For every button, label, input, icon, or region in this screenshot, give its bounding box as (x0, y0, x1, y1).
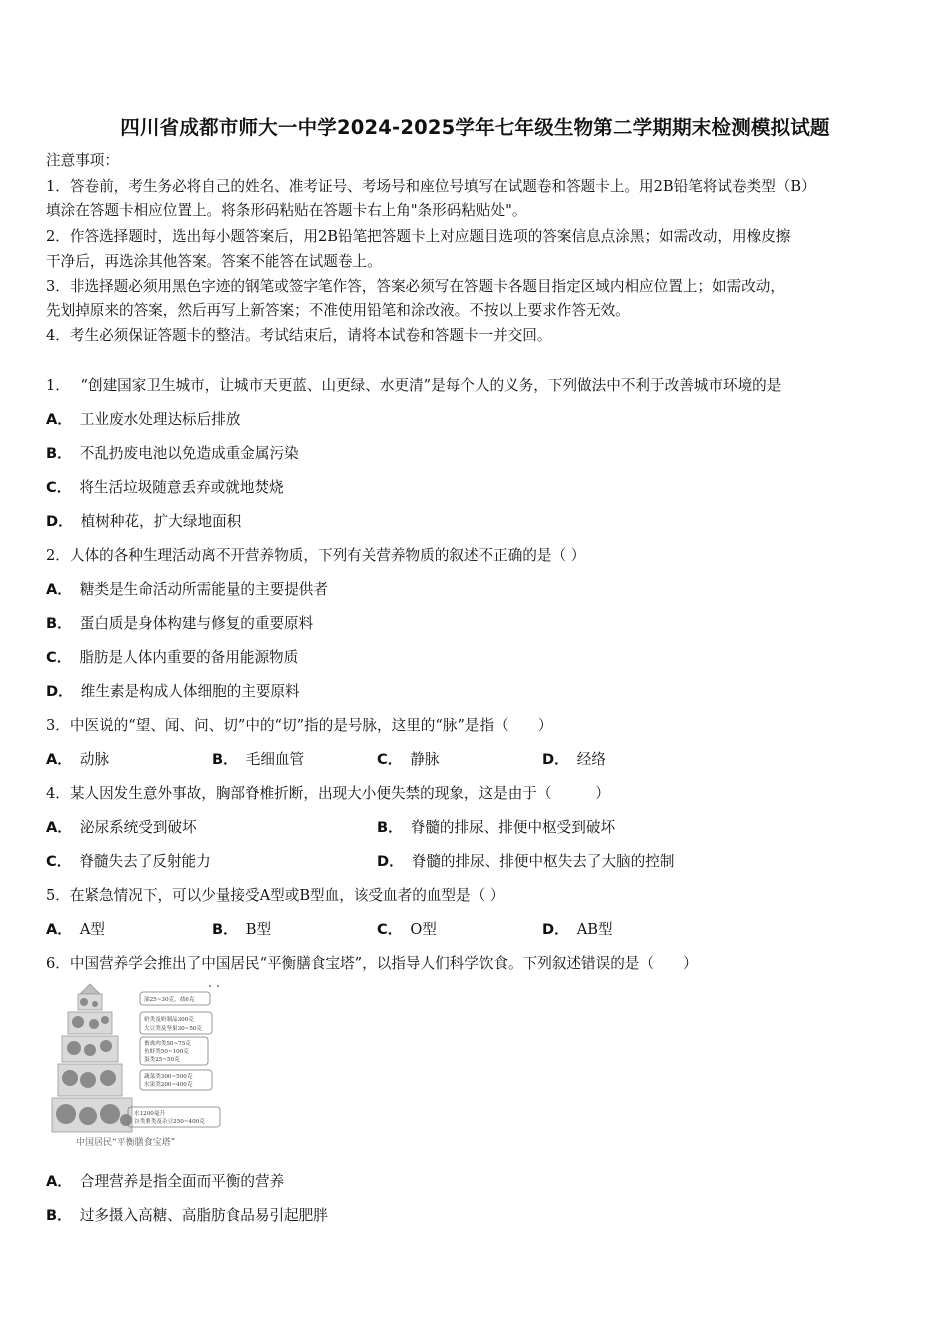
option-text: 合理营养是指全面而平衡的营养 (79, 1173, 285, 1190)
option-a (46, 580, 328, 600)
question-number: 4． (46, 785, 70, 802)
option-text: 植树种花，扩大绿地面积 (80, 513, 242, 530)
pyramid-level-3-text: 鱼虾类50~100克 (144, 1049, 189, 1055)
question-stem (46, 886, 504, 906)
option-text: O型 (410, 921, 437, 938)
question-text: 中国营养学会推出了中国居民“平衡膳食宝塔”，以指导人们科学饮食。下列叙述错误的是（ ） (69, 955, 698, 972)
option-text: 蛋白质是身体构建与修复的重要原料 (79, 615, 314, 632)
question-number: 6． (46, 955, 70, 972)
option-text: 过多摄入高糖、高脂肪食品易引起肥胖 (79, 1207, 328, 1224)
pyramid-level-5-text: 谷类薯类及杂豆250~400克 (134, 1119, 205, 1125)
option-text: 泌尿系统受到破坏 (79, 819, 197, 836)
option-b (212, 750, 304, 770)
option-b (377, 818, 615, 838)
option-text: 糖类是生命活动所需能量的主要提供者 (79, 581, 328, 598)
option-c (377, 920, 437, 940)
option-text: 毛细血管 (245, 751, 305, 768)
option-text: 工业废水处理达标后排放 (79, 411, 241, 428)
pyramid-level-1-text: 油25~30克，盐6克 (144, 997, 195, 1003)
notice-line: 1．答卷前，考生务必将自己的姓名、准考证号、考场号和座位号填写在试题卷和答题卡上。用2B铅笔将试卷类型（B） (46, 178, 816, 195)
notice-line: 3．非选择题必须用黑色字迹的钢笔或签字笔作答，答案必须写在答题卡各题目指定区域内相应位置上；如需改动， (46, 278, 785, 295)
question-number: 1． (46, 377, 70, 394)
notice-line: 干净后，再选涂其他答案。答案不能答在试题卷上。 (46, 253, 382, 270)
option-label: A． (46, 411, 72, 428)
option-c (46, 852, 211, 872)
option-text: B型 (245, 921, 272, 938)
notice-heading: 注意事项： (46, 152, 119, 169)
question-number: 2． (46, 547, 70, 564)
option-label: B． (377, 819, 403, 836)
option-label: B． (46, 1207, 72, 1224)
option-c (377, 750, 440, 770)
option-label: A． (46, 751, 72, 768)
option-b (212, 920, 271, 940)
option-label: D． (542, 921, 569, 938)
page-title: 四川省成都市师大一中学2024-2025学年七年级生物第二学期期末检测模拟试题 (120, 116, 830, 139)
option-label: D． (46, 513, 73, 530)
question-stem (46, 716, 552, 736)
option-label: B． (212, 921, 238, 938)
question-text: 人体的各种生理活动离不开营养物质，下列有关营养物质的叙述不正确的是（ ） (69, 547, 586, 564)
option-d (542, 750, 606, 770)
option-d (377, 852, 674, 872)
option-b (46, 444, 299, 464)
option-text: 经络 (576, 751, 606, 768)
question-text: 某人因发生意外事故，胸部脊椎折断，出现大小便失禁的现象，这是由于（ ） (69, 785, 610, 802)
option-c (46, 648, 298, 668)
question-stem (46, 954, 698, 974)
question-stem (46, 784, 610, 804)
option-d (46, 682, 300, 702)
option-b (46, 1206, 328, 1226)
option-text: 脊髓失去了反射能力 (79, 853, 211, 870)
pyramid-level-3-text: 畜禽肉类50~75克 (144, 1041, 191, 1047)
option-label: B． (212, 751, 238, 768)
option-text: 不乱扔废电池以免造成重金属污染 (79, 445, 299, 462)
option-a (46, 750, 109, 770)
notice-line: 2．作答选择题时，选出每小题答案后，用2B铅笔把答题卡上对应题目选项的答案信息点涂黑；如需改动，用橡皮擦 (46, 228, 791, 245)
option-label: D． (377, 853, 404, 870)
option-label: B． (46, 445, 72, 462)
option-d (46, 512, 241, 532)
option-b (46, 614, 313, 634)
food-pyramid-figure (50, 982, 230, 1152)
pyramid-level-4-text: 蔬菜类300~500克 (144, 1074, 193, 1080)
question-stem (46, 546, 585, 566)
option-text: 维生素是构成人体细胞的主要原料 (80, 683, 300, 700)
option-text: 脊髓的排尿、排便中枢受到破坏 (410, 819, 616, 836)
pyramid-level-2-text: 大豆类及坚果30~50克 (144, 1026, 203, 1032)
option-label: C． (377, 921, 403, 938)
pyramid-level-2-text: 奶类及奶制品300克 (144, 1017, 194, 1023)
option-text: AB型 (576, 921, 613, 938)
option-label: C． (46, 479, 72, 496)
option-text: 脂肪是人体内重要的备用能源物质 (79, 649, 299, 666)
option-a (46, 1172, 284, 1192)
option-a (46, 920, 105, 940)
option-d (542, 920, 613, 940)
pyramid-level-3-text: 蛋类25~50克 (144, 1057, 180, 1063)
notice-line: 先划掉原来的答案，然后再写上新答案；不准使用铅笔和涂改液。不按以上要求作答无效。 (46, 302, 630, 319)
pyramid-caption: 中国居民“平衡膳食宝塔” (76, 1138, 176, 1148)
option-label: C． (377, 751, 403, 768)
notice-line: 填涂在答题卡相应位置上。将条形码粘贴在答题卡右上角"条形码粘贴处"。 (46, 202, 527, 219)
option-label: C． (46, 853, 72, 870)
pyramid-level-5-text: 水1200毫升 (134, 1111, 166, 1117)
option-text: 将生活垃圾随意丢弃或就地焚烧 (79, 479, 284, 496)
option-a (46, 818, 197, 838)
notice-line: 4．考生必须保证答题卡的整洁。考试结束后，请将本试卷和答题卡一并交回。 (46, 327, 552, 344)
question-text: 在紧急情况下，可以少量接受A型或B型血，该受血者的血型是（ ） (69, 887, 505, 904)
option-a (46, 410, 240, 430)
option-text: 脊髓的排尿、排便中枢失去了大脑的控制 (411, 853, 675, 870)
question-text: “创建国家卫生城市，让城市天更蓝、山更绿、水更清”是每个人的义务，下列做法中不利于改善城市环境的是 (75, 377, 782, 394)
option-text: 动脉 (79, 751, 110, 768)
question-stem (46, 376, 781, 396)
option-label: A． (46, 581, 72, 598)
option-c (46, 478, 284, 498)
option-label: D． (46, 683, 73, 700)
option-label: C． (46, 649, 72, 666)
option-label: A． (46, 1173, 72, 1190)
question-number: 3． (46, 717, 70, 734)
question-number: 5． (46, 887, 70, 904)
option-text: 静脉 (410, 751, 440, 768)
option-label: B． (46, 615, 72, 632)
option-label: A． (46, 819, 72, 836)
pyramid-level-4-text: 水果类200~400克 (144, 1082, 193, 1088)
option-label: A． (46, 921, 72, 938)
question-text: 中医说的“望、闻、问、切”中的“切”指的是号脉，这里的“脉”是指（ ） (69, 717, 553, 734)
option-text: A型 (79, 921, 106, 938)
option-label: D． (542, 751, 569, 768)
